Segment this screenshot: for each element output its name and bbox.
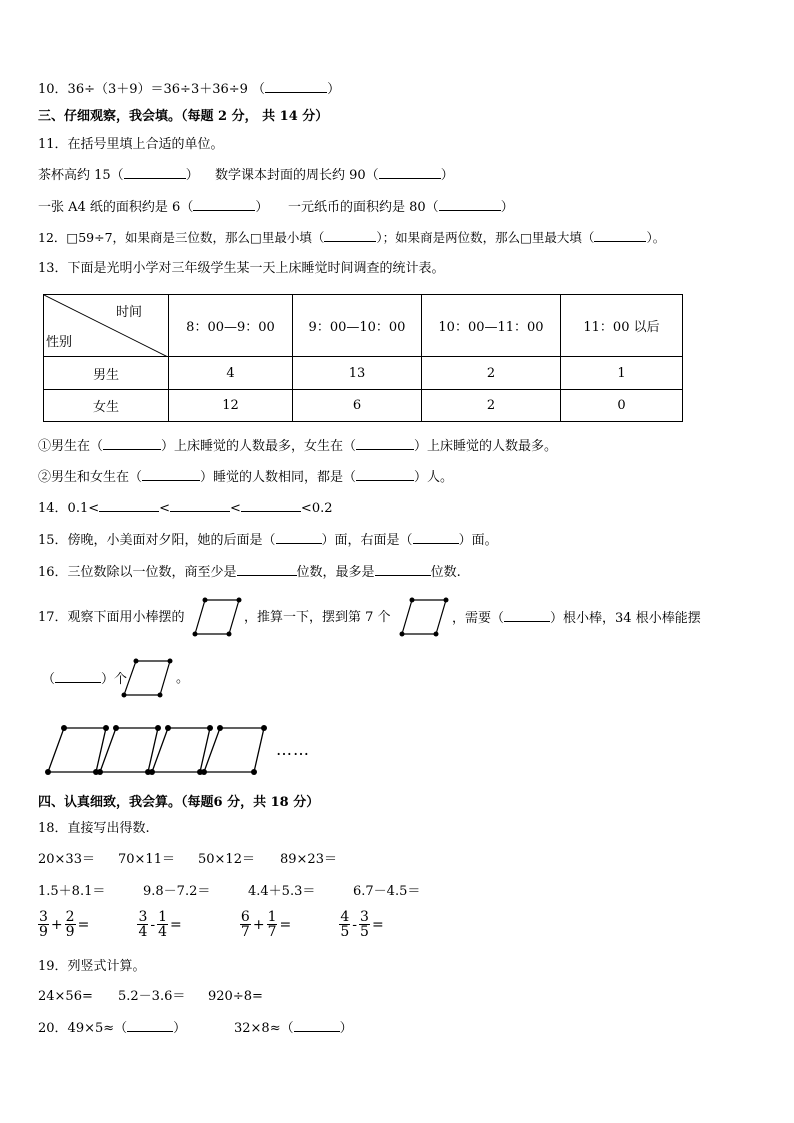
corner-header-cell — [44, 295, 169, 357]
table-cell: 2 — [422, 357, 561, 390]
fraction-expression: $\frac{3}{4}$ - $\frac{1}{4}$ = — [138, 909, 182, 940]
parallelogram-icon — [120, 657, 174, 699]
question-19-stem: 19．列竖式计算。 — [38, 959, 146, 974]
column-header: 9：00—10：00 — [293, 295, 422, 357]
column-header: 11：00 以后 — [561, 295, 683, 357]
column-header: 10：00—11：00 — [422, 295, 561, 357]
question-11-line1b: 数学课本封面的周长约 90（ ） — [215, 168, 454, 183]
table-cell: 1 — [561, 357, 683, 390]
answer-blank[interactable] — [265, 80, 327, 93]
sequence-ellipsis: …… — [276, 740, 310, 759]
row-label: 男生 — [44, 357, 169, 390]
question-17-part1: 17．观察下面用小棒摆的 — [38, 610, 185, 625]
answer-blank[interactable] — [103, 437, 161, 450]
section-3-title: 三、仔细观察，我会填。（每题 2 分， 共 14 分） — [38, 109, 329, 124]
section-4-title: 四、认真细致，我会算。（每题6 分，共 18 分） — [38, 795, 320, 810]
answer-blank[interactable] — [504, 609, 550, 622]
answer-blank[interactable] — [55, 670, 101, 683]
question-15: 15．傍晚，小美面对夕阳，她的后面是（ ）面，右面是（ ）面。 — [38, 533, 498, 548]
fraction-expression: $\frac{6}{7}$ + $\frac{1}{7}$ = — [240, 909, 292, 940]
corner-header-gender: 性别 — [46, 335, 73, 350]
fraction-expression: $\frac{4}{5}$ - $\frac{3}{5}$ = — [340, 909, 384, 940]
answer-blank[interactable] — [439, 198, 501, 211]
table-cell: 6 — [293, 390, 422, 422]
parallelogram-sequence-figure — [40, 720, 280, 780]
question-20b: 32×8≈（ ） — [234, 1021, 353, 1036]
answer-blank[interactable] — [276, 531, 322, 544]
question-13-sub2: ②男生和女生在（ ）睡觉的人数相同，都是（ ）人。 — [38, 470, 454, 485]
corner-header-time: 时间 — [115, 305, 142, 320]
question-18-row1: 20×33＝ 70×11＝ 50×12＝ 89×23＝ — [38, 852, 337, 867]
answer-blank[interactable] — [142, 468, 200, 481]
question-11-stem: 11．在括号里填上合适的单位。 — [38, 137, 224, 152]
question-20a: 20．49×5≈（ ） — [38, 1021, 187, 1036]
question-16: 16．三位数除以一位数，商至少是 位数，最多是 位数. — [38, 565, 461, 580]
answer-blank[interactable] — [356, 468, 414, 481]
question-19-items: 24×56= 5.2－3.6＝ 920÷8= — [38, 989, 263, 1004]
answer-blank[interactable] — [237, 563, 297, 576]
table-cell: 2 — [422, 390, 561, 422]
parallelogram-icon — [191, 596, 243, 638]
table-cell: 12 — [169, 390, 293, 422]
question-14: 14．0.1< < < <0.2 — [38, 501, 333, 516]
answer-blank[interactable] — [99, 499, 159, 512]
answer-blank[interactable] — [124, 166, 186, 179]
question-18-fractions — [38, 910, 422, 939]
question-18-stem: 18．直接写出得数. — [38, 821, 150, 836]
answer-blank[interactable] — [324, 229, 376, 242]
question-11-line1: 茶杯高约 15（ ） — [38, 168, 199, 183]
question-17-part2: ，推算一下，摆到第 7 个 — [244, 610, 391, 625]
answer-blank[interactable] — [379, 166, 441, 179]
column-header: 8：00—9：00 — [169, 295, 293, 357]
answer-blank[interactable] — [594, 229, 646, 242]
table-row — [44, 390, 683, 422]
sleep-time-table — [43, 294, 683, 422]
answer-blank[interactable] — [241, 499, 301, 512]
question-13-stem: 13．下面是光明小学对三年级学生某一天上床睡觉时间调查的统计表。 — [38, 261, 445, 276]
row-label: 女生 — [44, 390, 169, 422]
answer-blank[interactable] — [294, 1019, 340, 1032]
answer-blank[interactable] — [193, 198, 255, 211]
question-12: 12．□59÷7，如果商是三位数，那么□里最小填（ ）；如果商是两位数，那么□里最大填（ ）。 — [38, 230, 666, 245]
table-row — [44, 357, 683, 390]
question-13-sub1: ①男生在（ ）上床睡觉的人数最多，女生在（ ）上床睡觉的人数最多。 — [38, 439, 558, 454]
answer-blank[interactable] — [375, 563, 431, 576]
answer-blank[interactable] — [413, 531, 459, 544]
question-18-row2: 1.5＋8.1＝ 9.8－7.2＝ 4.4＋5.3＝ 6.7－4.5＝ — [38, 884, 421, 899]
table-cell: 0 — [561, 390, 683, 422]
parallelogram-icon — [398, 596, 450, 638]
question-17-part3: ，需要（ ）根小棒，34 根小棒能摆 — [452, 611, 701, 626]
answer-blank[interactable] — [356, 437, 414, 450]
question-17-end: 。 — [176, 671, 190, 686]
table-cell: 4 — [169, 357, 293, 390]
question-11-line2: 一张 A4 纸的面积约是 6（ ） — [38, 200, 269, 215]
answer-blank[interactable] — [170, 499, 230, 512]
table-cell: 13 — [293, 357, 422, 390]
question-11-line2b: 一元纸币的面积约是 80（ ） — [288, 200, 514, 215]
question-10: 10．36÷（3＋9）＝36÷3＋36÷9 （ ） — [38, 82, 341, 97]
answer-blank[interactable] — [127, 1019, 173, 1032]
question-17-part4: （ ）个 — [42, 672, 128, 687]
fraction-expression: $\frac{3}{9}$ + $\frac{2}{9}$ = — [39, 909, 90, 940]
